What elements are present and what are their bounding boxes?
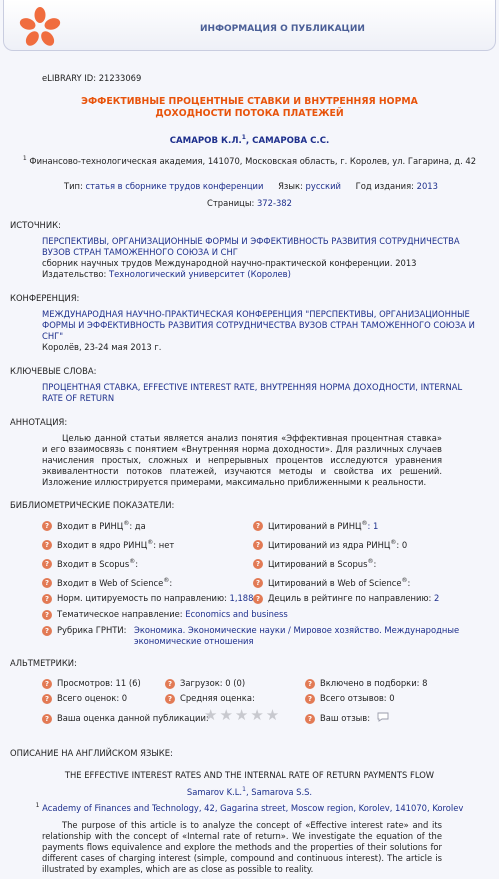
help-icon[interactable]: ? [253, 540, 263, 550]
ratings-count: ? Всего оценок: 0 [42, 693, 127, 704]
rating-stars-icon[interactable]: ★★★★★ [204, 706, 282, 724]
affiliation-text: Финансово-технологическая академия, 141070, Московская область, г. Королев, ул. Гагарина, д. 42 [29, 155, 477, 166]
help-icon[interactable]: ? [42, 610, 52, 620]
indicator-wos: ? Входит в Web of Science®: [42, 577, 172, 588]
indicator-citations-wos: ? Цитирований в Web of Science®: [253, 577, 410, 588]
indicator-citations-rinc: ? Цитирований в РИНЦ®: 1 [253, 520, 378, 531]
reviews-count: ? Всего отзывов: 0 [305, 693, 395, 704]
authors [0, 134, 499, 146]
downloads-count: ? Загрузок: 0 (0) [165, 678, 245, 689]
altmetrics-heading: АЛЬТМЕТРИКИ: [10, 658, 77, 668]
conference-place-date: Королёв, 23-24 мая 2013 г. [42, 342, 162, 352]
grnti-link-line-1[interactable]: Экономика. Экономические науки / Мировое хозяйство. Международные [134, 625, 460, 635]
help-icon[interactable]: ? [305, 694, 315, 704]
help-icon[interactable]: ? [42, 559, 52, 569]
english-heading: ОПИСАНИЕ НА АНГЛИЙСКОМ ЯЗЫКЕ: [10, 748, 173, 758]
pages-value: 372-382 [256, 198, 292, 208]
help-icon[interactable]: ? [42, 594, 52, 604]
help-icon[interactable]: ? [305, 679, 315, 689]
publisher-label: Издательство: [42, 269, 107, 279]
header-title: ИНФОРМАЦИЯ О ПУБЛИКАЦИИ [200, 24, 365, 34]
indicator-norm-citation: ? Норм. цитируемость по направлению: 1,188 [42, 593, 253, 604]
year-label: Год издания: [355, 181, 414, 191]
english-abstract: The purpose of this article is to analyze the concept of «Effective interest rate» and its relationship with the concept of «Internal rate of return». We investigate the equation of the payments flows equivalence and explore the methods and the properties of their solutions for different cases of charging interest (simple, compound and continuous interest). The article is illustrated by examples, which are as close as possible to reality. [42, 820, 442, 874]
conference-line-1[interactable]: МЕЖДУНАРОДНАЯ НАУЧНО-ПРАКТИЧЕСКАЯ КОНФЕРЕНЦИЯ "ПЕРСПЕКТИВЫ, ОРГАНИЗАЦИОННЫЕ [42, 309, 470, 319]
indicator-citations-core: ? Цитирований из ядра РИНЦ®: 0 [253, 539, 407, 550]
annotation-text: Целью данной статьи является анализ понятия «Эффективная процентная ставка» и его взаимосвязь с понятием «Внутренняя норма доходности». Для различных случаев начисления простых, сложных и непрерывных процентов исследуются уравнения эквивалентности потоков платежей, изучаются методы и свойства их решений. Изложение иллюстрируется примерами, максимально приближенными к реальности. [42, 433, 442, 487]
affiliation [0, 155, 499, 166]
article-title-line-2: ДОХОДНОСТИ ПОТОКА ПЛАТЕЖЕЙ [155, 108, 344, 119]
year-value: 2013 [416, 181, 438, 191]
help-icon[interactable]: ? [42, 694, 52, 704]
conference-line-2[interactable]: ФОРМЫ И ЭФФЕКТИВНОСТЬ РАЗВИТИЯ СОТРУДНИЧЕСТВА ВУЗОВ СТРАН ТАМОЖЕННОГО СОЮЗА И [42, 320, 475, 330]
help-icon[interactable]: ? [42, 626, 52, 636]
conference-line-3[interactable]: СНГ" [42, 331, 64, 341]
indicator-citations-scopus: ? Цитирований в Scopus®: [253, 558, 376, 569]
bibliometrics-heading: БИБЛИОМЕТРИЧЕСКИЕ ПОКАЗАТЕЛИ: [10, 500, 175, 510]
indicator-rinc-core: ? Входит в ядро РИНЦ®: нет [42, 539, 174, 550]
indicator-decile: ? Дециль в рейтинге по направлению: 2 [253, 593, 439, 604]
pages-row [0, 198, 499, 208]
indicator-rinc: ? Входит в РИНЦ®: да [42, 520, 146, 531]
language-label: Язык: [278, 181, 303, 191]
help-icon[interactable]: ? [42, 578, 52, 588]
help-icon[interactable]: ? [42, 679, 52, 689]
elibrary-id: eLIBRARY ID: 21233069 [42, 73, 142, 83]
author-1-sup: 1 [241, 134, 246, 141]
help-icon[interactable]: ? [253, 521, 263, 531]
help-icon[interactable]: ? [42, 521, 52, 531]
publisher-link[interactable]: Технологический университет (Королев) [109, 269, 291, 279]
source-title-line-1[interactable]: ПЕРСПЕКТИВЫ, ОРГАНИЗАЦИОННЫЕ ФОРМЫ И ЭФФЕКТИВНОСТЬ РАЗВИТИЯ СОТРУДНИЧЕСТВА [42, 236, 460, 246]
pages-label: Страницы: [207, 198, 255, 208]
help-icon[interactable]: ? [165, 679, 175, 689]
affiliation-sup: 1 [22, 155, 27, 162]
help-icon[interactable]: ? [42, 540, 52, 550]
your-review-row: ? Ваш отзыв: [305, 713, 370, 724]
english-authors: Samarov K.L.$^1$, Samarova S.S. [186, 786, 313, 797]
authors-separator: , [245, 135, 253, 146]
views-count: ? Просмотров: 11 (6) [42, 678, 141, 689]
help-icon[interactable]: ? [165, 694, 175, 704]
english-author-1[interactable]: Samarov K.L. [186, 786, 243, 797]
help-icon[interactable]: ? [42, 714, 52, 724]
grnti-row: ? Рубрика ГРНТИ: [42, 625, 126, 636]
conference-heading: КОНФЕРЕНЦИЯ: [10, 293, 80, 303]
keywords-heading: КЛЮЧЕВЫЕ СЛОВА: [10, 366, 97, 376]
collections-count: ? Включено в подборки: 8 [305, 678, 427, 689]
source-heading: ИСТОЧНИК: [10, 220, 61, 230]
english-author-2[interactable]: Samarova S.S. [251, 786, 313, 797]
author-2-link[interactable]: САМАРОВА С.С. [252, 135, 330, 146]
language-value: русский [305, 181, 341, 191]
theme-link[interactable]: Economics and business [185, 609, 288, 619]
your-rating-row: ? Ваша оценка данной публикации: [42, 713, 209, 724]
meta-row [64, 181, 438, 191]
article-title-line-1: ЭФФЕКТИВНЫЕ ПРОЦЕНТНЫЕ СТАВКИ И ВНУТРЕННЯЯ НОРМА [81, 96, 418, 107]
indicator-scopus: ? Входит в Scopus®: [42, 558, 138, 569]
annotation-heading: АННОТАЦИЯ: [10, 417, 68, 427]
help-icon[interactable]: ? [253, 578, 263, 588]
type-value[interactable]: статья в сборнике трудов конференции [85, 181, 264, 191]
source-title-line-2[interactable]: ВУЗОВ СТРАН ТАМОЖЕННОГО СОЮЗА И СНГ [42, 247, 238, 257]
publisher-row [42, 269, 291, 279]
grnti-link-line-2[interactable]: экономические отношения [134, 636, 254, 646]
theme-row: ? Тематическое направление: Economics and business [42, 609, 288, 620]
english-affiliation: $^1$ Academy of Finances and Technology, 42, Gagarina street, Moscow region, Korolev, 141070, Korolev [35, 802, 464, 813]
help-icon[interactable]: ? [305, 714, 315, 724]
help-icon[interactable]: ? [253, 559, 263, 569]
help-icon[interactable]: ? [253, 594, 263, 604]
type-label: Тип: [64, 181, 83, 191]
english-title: THE EFFECTIVE INTEREST RATES AND THE INTERNAL RATE OF RETURN PAYMENTS FLOW [64, 770, 435, 780]
header-bar [3, 0, 496, 51]
asterisk-logo-icon [18, 6, 62, 50]
average-rating: ? Средняя оценка: [165, 693, 255, 704]
speech-bubble-icon[interactable] [377, 712, 389, 722]
keywords-line-2[interactable]: RATE OF RETURN [42, 393, 115, 403]
author-1-link[interactable]: САМАРОВ К.Л. [169, 135, 242, 146]
keywords-line-1[interactable]: ПРОЦЕНТНАЯ СТАВКА, EFFECTIVE INTEREST RATE, ВНУТРЕННЯЯ НОРМА ДОХОДНОСТИ, INTERNAL [42, 382, 463, 392]
source-subtitle: сборник научных трудов Международной научно-практической конференции. 2013 [42, 258, 417, 268]
